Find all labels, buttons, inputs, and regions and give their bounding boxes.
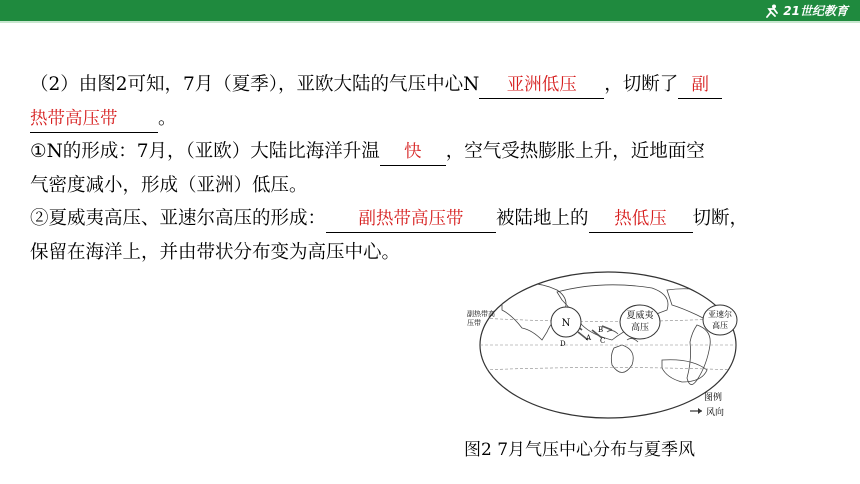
- label-a: A: [586, 334, 592, 342]
- top-bar: [0, 0, 860, 21]
- p2-text-b: 被陆地上的: [496, 208, 589, 229]
- answer-blank: 热低压: [589, 206, 693, 233]
- p2-text-d: 保留在海洋上，并由带状分布变为高压中心。: [30, 241, 401, 263]
- label-hawaii-1: 夏威夷: [626, 311, 654, 321]
- label-azores-2: 高压: [712, 321, 728, 330]
- p1-text-c: 气密度减小，形成（亚洲）低压。: [30, 174, 308, 196]
- answer-blank: 副热带高压带: [326, 206, 496, 233]
- brand-logo: [764, 2, 848, 19]
- p1-line-1: [30, 135, 830, 169]
- q2-mid: ，切断了: [604, 74, 679, 95]
- legend-title: 图例: [704, 393, 723, 403]
- legend-wind: 风向: [706, 408, 725, 418]
- q2-end: 。: [158, 107, 177, 129]
- p2-line-1: [30, 202, 830, 236]
- label-azores-1: 亚速尔: [708, 310, 732, 319]
- label-b: B: [598, 326, 604, 334]
- world-map-figure: [462, 270, 742, 430]
- answer-blank: 亚洲低压: [479, 72, 604, 99]
- p2-line-2: [30, 236, 830, 270]
- label-d: D: [560, 340, 566, 348]
- p1-text-b: ，空气受热膨胀上升，近地面空: [445, 141, 705, 162]
- q2-line-1: [30, 68, 830, 102]
- p2-text-a: ②夏威夷高压、亚速尔高压的形成：: [30, 208, 327, 229]
- q2-prefix: （2）由图2可知，7月（夏季），亚欧大陆的气压中心N: [30, 74, 480, 95]
- p1-line-2: [30, 169, 830, 203]
- q2-line-2: [30, 102, 830, 136]
- legend-arrowhead-icon: [698, 408, 702, 414]
- label-subtropical-1: 副热带高: [467, 310, 495, 318]
- label-hawaii-2: 高压: [630, 323, 650, 333]
- p2-text-c: 切断，: [692, 208, 749, 229]
- answer-blank: 副: [678, 72, 722, 99]
- label-n: N: [561, 318, 571, 329]
- logo-text: 21世纪教育: [783, 4, 848, 18]
- label-c: C: [600, 337, 606, 345]
- header-divider: [0, 21, 860, 23]
- answer-blank: 快: [380, 139, 446, 166]
- p1-text-a: ①N的形成：7月，（亚欧）大陆比海洋升温: [30, 141, 380, 162]
- runner-icon: [764, 4, 780, 18]
- question-text: [30, 68, 830, 269]
- label-subtropical-2: 压带: [467, 319, 481, 327]
- figure-caption: 图2 7月气压中心分布与夏季风: [464, 440, 696, 460]
- answer-blank: 热带高压带: [30, 106, 158, 133]
